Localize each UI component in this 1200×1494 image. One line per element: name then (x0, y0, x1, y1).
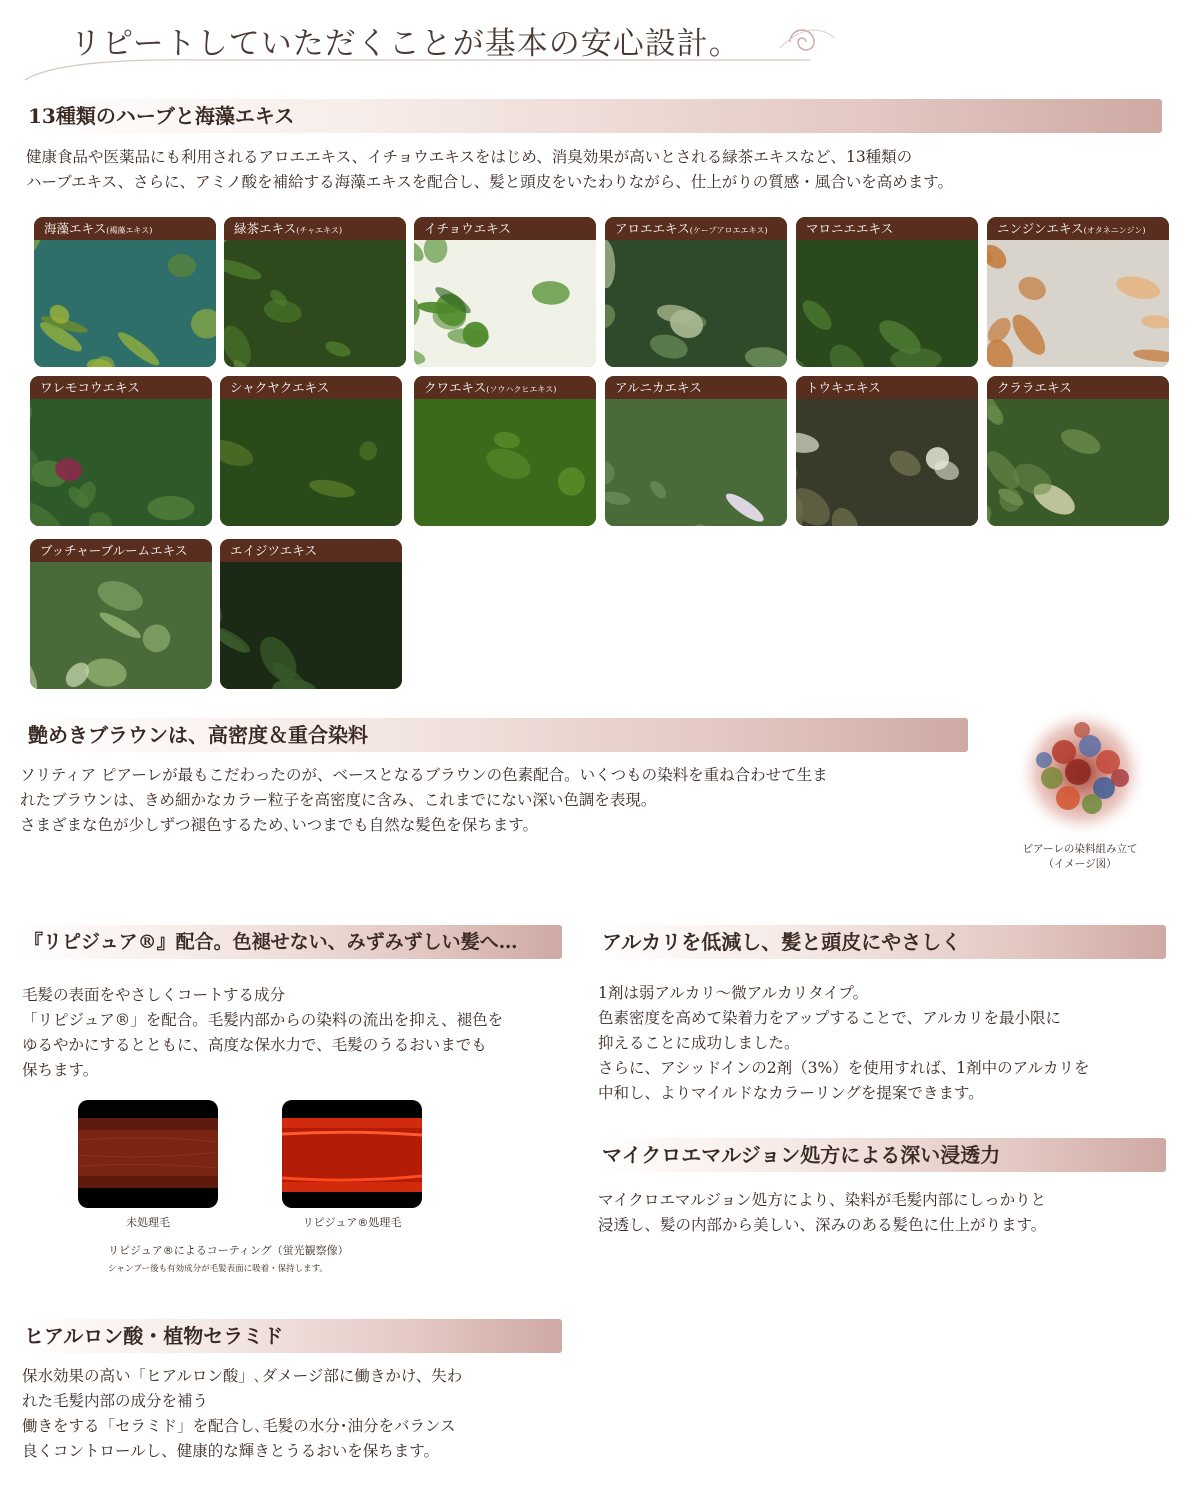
pigment-caption-line2: （イメージ図） (1043, 858, 1117, 870)
page-title: リピートしていただくことが基本の安心設計。 (70, 26, 741, 62)
treated-hair-label: リピジュア®処理毛 (302, 1216, 402, 1229)
herb-photo (605, 399, 787, 526)
section-title-herbs: 13種類のハーブと海藻エキス (22, 99, 1162, 133)
herb-tile (987, 376, 1169, 526)
untreated-hair-label: 未処理毛 (126, 1216, 170, 1229)
pigment-caption-line1: ピアーレの染料組み立て (1022, 843, 1138, 855)
herb-name-sub: (ケープアロエエキス) (689, 226, 768, 235)
herb-tile-label (796, 217, 978, 240)
herb-tile-label (605, 376, 787, 399)
hyaluron-description: 保水効果の高い「ヒアルロン酸」､ダメージ部に働きかけ、失わ れた毛髪内部の成分を補う 働きをする「セラミド」を配合し､毛髪の水分･油分をバランス 良くコントロールし、健康的な輝きとうるおいを保ちます。 (22, 1367, 463, 1460)
herb-name-sub: (オタネニンジン) (1083, 226, 1146, 235)
herb-name: イチョウエキス (424, 221, 511, 236)
herb-name: エイジツエキス (230, 543, 318, 558)
lipidure-description: 毛髪の表面をやさしくコートする成分 「リピジュア®」を配合。毛髪内部からの染料の流出を抑え、褪色を ゆるやかにするとともに、高度な保水力で、毛髪のうるおいまでも 保ちます。 (22, 986, 504, 1079)
herb-name-sub: (チャエキス) (296, 226, 343, 235)
section-title-alkali: アルカリを低減し、髪と頭皮にやさしく (596, 925, 1166, 959)
herb-tile (224, 217, 406, 367)
herb-photo (796, 399, 978, 526)
herb-tile-label (987, 217, 1169, 240)
herb-name: アロエエキス (615, 221, 690, 236)
herb-name: クララエキス (997, 380, 1072, 395)
emulsion-description: マイクロエマルジョン処方により、染料が毛髪内部にしっかりと 浸透し、髪の内部から美しい、深みのある髪色に仕上がります。 (598, 1191, 1047, 1234)
herb-name: ブッチャーブルームエキス (40, 543, 188, 558)
herb-name-sub: (褐藻エキス) (106, 226, 153, 235)
herb-tile-label (34, 217, 216, 240)
herb-name: ワレモコウエキス (40, 380, 140, 395)
herb-name: 緑茶エキス (234, 221, 297, 236)
section-title-emulsion: マイクロエマルジョン処方による深い浸透力 (596, 1138, 1166, 1172)
herb-tile-label (414, 376, 596, 399)
herb-name: クワエキス (424, 380, 487, 395)
herb-name: アルニカエキス (615, 380, 702, 395)
untreated-hair-image (78, 1100, 218, 1208)
section-title-brown: 艶めきブラウンは、高密度＆重合染料 (22, 718, 968, 752)
herb-tile (30, 539, 212, 689)
herb-name: ニンジンエキス (997, 221, 1084, 236)
brown-description: ソリティア ピアーレが最もこだわったのが、ベースとなるブラウンの色素配合。いくつもの染料を重ね合わせて生ま れたブラウンは、きめ細かなカラー粒子を高密度に含み、これまでにない深い色調を表現。 さまざまな色が少しずつ褪色するため､いつまでも自然な髪色を保ちます。 (20, 766, 828, 834)
herb-name: トウキエキス (806, 380, 881, 395)
herb-photo (30, 562, 212, 689)
herb-tile (605, 217, 787, 367)
herb-photo (414, 240, 596, 367)
herb-photo (987, 399, 1169, 526)
herb-tile (987, 217, 1169, 367)
herbs-description: 健康食品や医薬品にも利用されるアロエエキス、イチョウエキスをはじめ、消臭効果が高いとされる緑茶エキスなど、13種類の ハーブエキス、さらに、アミノ酸を補給する海藻エキスを配合し、髪と頭皮をいたわりながら、仕上がりの質感・風合いを高めます。 (26, 148, 954, 191)
herb-tile (414, 376, 596, 526)
herb-name: 海藻エキス (44, 221, 107, 236)
herb-photo (220, 562, 402, 689)
section-title-lipidure: 『リピジュア®』配合。色褪せない、みずみずしい髪へ… (18, 925, 562, 959)
alkali-description: 1剤は弱アルカリ～微アルカリタイプ。 色素密度を高めて染着力をアップすることで、アルカリを最小限に 抑えることに成功しました。 さらに、アシッドインの2剤（3%）を使用すれば、1剤中のアルカリを 中和し、よりマイルドなカラーリングを提案できます。 (598, 984, 1090, 1102)
herb-tile-label (796, 376, 978, 399)
section-title-hyaluron: ヒアルロン酸・植物セラミド (18, 1319, 562, 1353)
herb-photo (987, 240, 1169, 367)
herb-tile-label (30, 539, 212, 562)
herb-photo (220, 399, 402, 526)
pigment-caption (1000, 842, 1160, 872)
herb-tile (414, 217, 596, 367)
herb-tile (796, 376, 978, 526)
hair-image-caption: リピジュア®によるコーティング（蛍光観察像） (108, 1244, 349, 1257)
herb-tile-label (987, 376, 1169, 399)
herb-photo (796, 240, 978, 367)
herb-name: シャクヤクエキス (230, 380, 330, 395)
herb-tile-label (414, 217, 596, 240)
herb-tile (220, 539, 402, 689)
herb-photo (34, 240, 216, 367)
herb-photo (30, 399, 212, 526)
herb-tile-label (220, 376, 402, 399)
herb-photo (224, 240, 406, 367)
herb-tile-label (220, 539, 402, 562)
herb-tile (605, 376, 787, 526)
herb-tile (34, 217, 216, 367)
herb-photo (414, 399, 596, 526)
herb-tile-label (605, 217, 787, 240)
pigment-particles-illustration (1012, 700, 1152, 840)
herb-tile-label (30, 376, 212, 399)
herb-tile (796, 217, 978, 367)
herb-tile (30, 376, 212, 526)
herb-photo (605, 240, 787, 367)
herb-tile (220, 376, 402, 526)
herb-name-sub: (ソウハクヒエキス) (486, 385, 557, 394)
herb-name: マロニエエキス (806, 221, 894, 236)
herb-tile-label (224, 217, 406, 240)
treated-hair-image (282, 1100, 422, 1208)
hair-image-note: シャンプー後も有効成分が毛髪表面に吸着・保持します。 (108, 1264, 328, 1274)
